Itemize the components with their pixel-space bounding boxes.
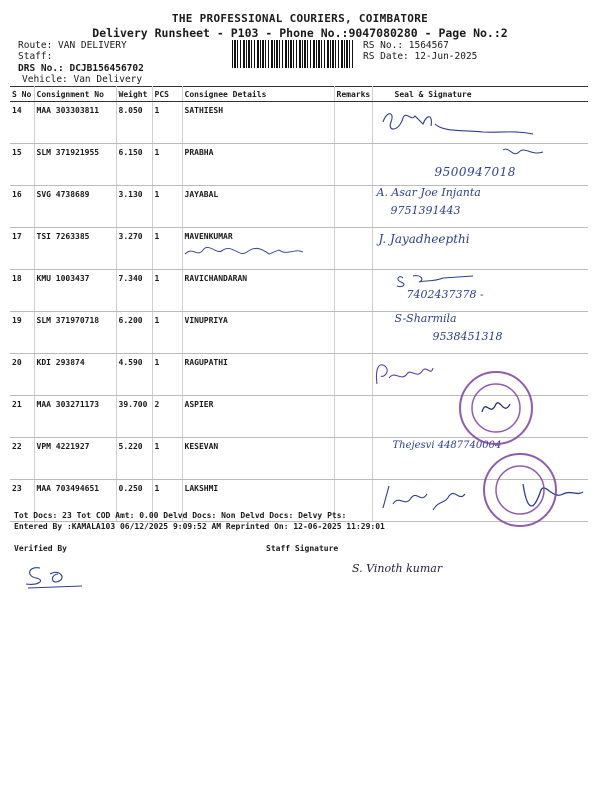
cell-pcs: 1 — [152, 438, 182, 480]
handwritten-phone: 9538451318 — [432, 330, 503, 343]
col-header-consignment: Consignment No — [34, 87, 116, 102]
handwritten-phone: 7402437378 - — [406, 288, 484, 301]
company-seal-stamp — [466, 450, 576, 530]
cell-consignment: SVG 4738689 — [34, 186, 116, 228]
handwritten-name: A. Asar Joe Injanta — [376, 186, 481, 199]
cell-consignment: MAA 303303811 — [34, 102, 116, 144]
cell-signature — [372, 186, 588, 228]
staff-label: Staff: — [18, 51, 53, 62]
company-seal-stamp — [448, 368, 548, 448]
cell-weight: 4.590 — [116, 354, 152, 396]
drs-number: DRS No.: DCJB156456702 — [18, 63, 144, 74]
entered-by-line: Entered By :KAMALA103 06/12/2025 9:09:52 AM Reprinted On: 12-06-2025 11:29:01 — [14, 522, 385, 531]
handwritten-phone: 9751391443 — [390, 204, 461, 217]
cell-remarks — [334, 312, 372, 354]
cell-remarks — [334, 228, 372, 270]
handwritten-name: J. Jayadheepthi — [378, 232, 470, 246]
company-title: THE PROFESSIONAL COURIERS, COIMBATORE — [171, 12, 429, 25]
cell-pcs: 1 — [152, 270, 182, 312]
cell-pcs: 1 — [152, 312, 182, 354]
cell-remarks — [334, 396, 372, 438]
col-header-weight: Weight — [116, 87, 152, 102]
cell-weight: 0.250 — [116, 480, 152, 522]
col-header-sno: S No — [10, 87, 34, 102]
table-row — [10, 270, 588, 312]
cell-consignee: JAYABAL — [182, 186, 334, 228]
cell-consignment: KDI 293874 — [34, 354, 116, 396]
cell-signature — [372, 312, 588, 354]
cell-consignment: VPM 4221927 — [34, 438, 116, 480]
route-label: Route: VAN DELIVERY — [18, 40, 127, 51]
cell-sno: 15 — [10, 144, 34, 186]
consignee-name: MAVENKUMAR — [184, 232, 233, 241]
cell-sno: 18 — [10, 270, 34, 312]
cell-signature — [372, 228, 588, 270]
vehicle-label: Vehicle: Van Delivery — [22, 74, 143, 85]
cell-remarks — [334, 270, 372, 312]
cell-sno: 21 — [10, 396, 34, 438]
cell-consignment: SLM 371921955 — [34, 144, 116, 186]
cell-consignee: LAKSHMI — [182, 480, 334, 522]
cell-weight: 6.200 — [116, 312, 152, 354]
cell-consignee: RAVICHANDARAN — [182, 270, 334, 312]
runsheet-subtitle: Delivery Runsheet - P103 - Phone No.:9047080280 - Page No.:2 — [92, 26, 508, 40]
cell-pcs: 1 — [152, 102, 182, 144]
cell-consignee: PRABHA — [182, 144, 334, 186]
cell-consignment: SLM 371970718 — [34, 312, 116, 354]
table-header-row — [10, 87, 588, 102]
cell-sno: 23 — [10, 480, 34, 522]
cell-pcs: 1 — [152, 186, 182, 228]
cell-pcs: 1 — [152, 354, 182, 396]
cell-consignment: MAA 303271173 — [34, 396, 116, 438]
cell-consignee: KESEVAN — [182, 438, 334, 480]
cell-pcs: 2 — [152, 396, 182, 438]
table-row — [10, 312, 588, 354]
cell-consignment: MAA 703494651 — [34, 480, 116, 522]
cell-weight: 3.130 — [116, 186, 152, 228]
cell-consignment: KMU 1003437 — [34, 270, 116, 312]
table-row — [10, 102, 588, 144]
cell-sno: 22 — [10, 438, 34, 480]
cell-signature — [372, 144, 588, 186]
rs-date: RS Date: 12-Jun-2025 — [363, 51, 478, 62]
cell-signature — [372, 270, 588, 312]
staff-signature-label: Staff Signature — [266, 544, 339, 553]
cell-sno: 14 — [10, 102, 34, 144]
cell-weight: 7.340 — [116, 270, 152, 312]
cell-signature — [372, 102, 588, 144]
rs-number: RS No.: 1564567 — [363, 40, 449, 51]
col-header-signature: Seal & Signature — [372, 87, 588, 102]
staff-signature-handwritten: S. Vinoth kumar — [352, 562, 443, 575]
cell-sno: 17 — [10, 228, 34, 270]
handwritten-phone: 9500947018 — [434, 165, 516, 179]
cell-consignment: TSI 7263385 — [34, 228, 116, 270]
col-header-pcs: PCS — [152, 87, 182, 102]
cell-weight: 3.270 — [116, 228, 152, 270]
table-row — [10, 228, 588, 270]
cell-pcs: 1 — [152, 480, 182, 522]
table-row — [10, 144, 588, 186]
cell-remarks — [334, 354, 372, 396]
cell-remarks — [334, 144, 372, 186]
consignee-signature-scribble — [183, 242, 333, 264]
verifier-signature-scribble — [20, 560, 100, 590]
handwritten-name: S-Sharmila — [394, 312, 457, 325]
barcode-image — [232, 40, 354, 68]
cell-weight: 39.700 — [116, 396, 152, 438]
cell-weight: 5.220 — [116, 438, 152, 480]
cell-remarks — [334, 438, 372, 480]
cell-sno: 16 — [10, 186, 34, 228]
col-header-consignee: Consignee Details — [182, 87, 334, 102]
cell-consignee: ASPIER — [182, 396, 334, 438]
cell-consignee: VINUPRIYA — [182, 312, 334, 354]
totals-line: Tot Docs: 23 Tot COD Amt: 0.00 Delvd Docs: Non Delvd Docs: Delvy Pts: — [14, 511, 347, 520]
handwritten-name: Thejesvi 4487740004 — [392, 440, 502, 451]
cell-consignee: RAGUPATHI — [182, 354, 334, 396]
cell-consignee: SATHIESH — [182, 102, 334, 144]
signature-scribble — [373, 102, 587, 142]
cell-remarks — [334, 186, 372, 228]
table-row — [10, 186, 588, 228]
cell-consignee — [182, 228, 334, 270]
cell-remarks — [334, 102, 372, 144]
cell-weight: 8.050 — [116, 102, 152, 144]
cell-pcs: 1 — [152, 228, 182, 270]
cell-pcs: 1 — [152, 144, 182, 186]
cell-sno: 19 — [10, 312, 34, 354]
cell-weight: 6.150 — [116, 144, 152, 186]
col-header-remarks: Remarks — [334, 87, 372, 102]
cell-sno: 20 — [10, 354, 34, 396]
verified-by-label: Verified By — [14, 544, 67, 553]
